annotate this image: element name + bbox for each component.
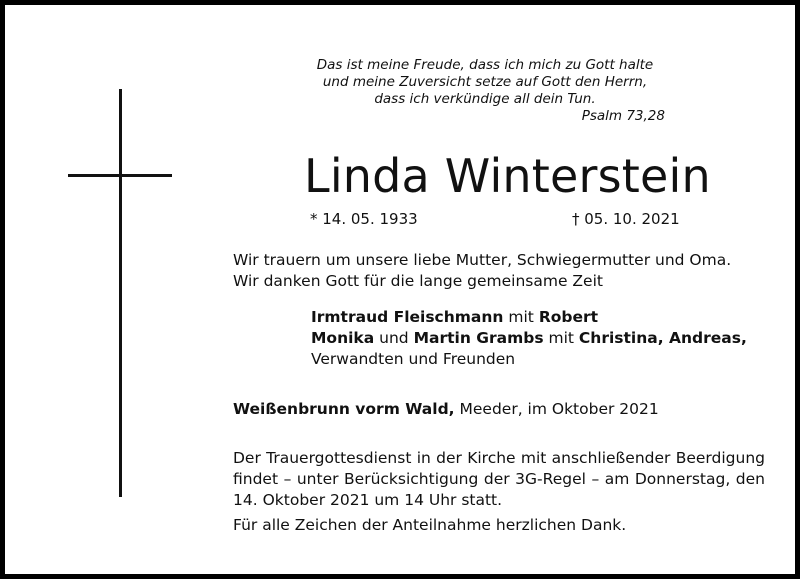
family-conjunction: mit — [508, 308, 534, 326]
quote-line: dass ich verkündige all dein Tun. — [374, 91, 596, 107]
funeral-service-info — [233, 448, 765, 511]
mourning-text — [233, 250, 731, 292]
family-line — [311, 307, 747, 328]
service-line: Der Trauergottesdienst in der Kirche mit anschließender Beerdigung — [233, 449, 765, 467]
family-name: Robert — [538, 308, 599, 326]
thanks-line: Für alle Zeichen der Anteilnahme herzlichen Dank. — [233, 516, 627, 534]
family-name: Martin Grambs — [413, 329, 544, 347]
service-line: 14. Oktober 2021 um 14 Uhr statt. — [233, 491, 503, 509]
place-rest: Meeder, im Oktober 2021 — [459, 400, 659, 418]
family-name: Irmtraud Fleischmann — [311, 308, 504, 326]
place-town: Weißenbrunn vorm Wald, — [233, 400, 455, 418]
family-line: Verwandten und Freunden — [311, 350, 516, 368]
family-conjunction: mit — [548, 329, 574, 347]
family-list — [311, 307, 747, 370]
mourning-line: Wir trauern um unsere liebe Mutter, Schwiegermutter und Oma. — [233, 251, 732, 269]
family-name: Monika — [311, 329, 375, 347]
bible-quote — [305, 57, 665, 125]
family-conjunction: und — [379, 329, 409, 347]
service-line: findet – unter Berücksichtigung der 3G-Regel – am Donnerstag, den — [233, 470, 765, 488]
quote-line: Das ist meine Freude, dass ich mich zu Gott halte — [316, 57, 654, 73]
cross-vertical-bar — [119, 89, 122, 497]
death-date: † 05. 10. 2021 — [572, 210, 680, 228]
deceased-name: Linda Winterstein — [304, 149, 711, 203]
cross-horizontal-bar — [68, 174, 172, 177]
birth-date: * 14. 05. 1933 — [310, 210, 418, 228]
family-name: Christina, Andreas, — [578, 329, 747, 347]
quote-line: und meine Zuversicht setze auf Gott den Herrn, — [322, 74, 648, 90]
quote-reference: Psalm 73,28 — [581, 108, 665, 124]
mourning-line: Wir danken Gott für die lange gemeinsame Zeit — [233, 272, 603, 290]
place-and-date — [233, 400, 659, 418]
family-line — [311, 328, 747, 349]
